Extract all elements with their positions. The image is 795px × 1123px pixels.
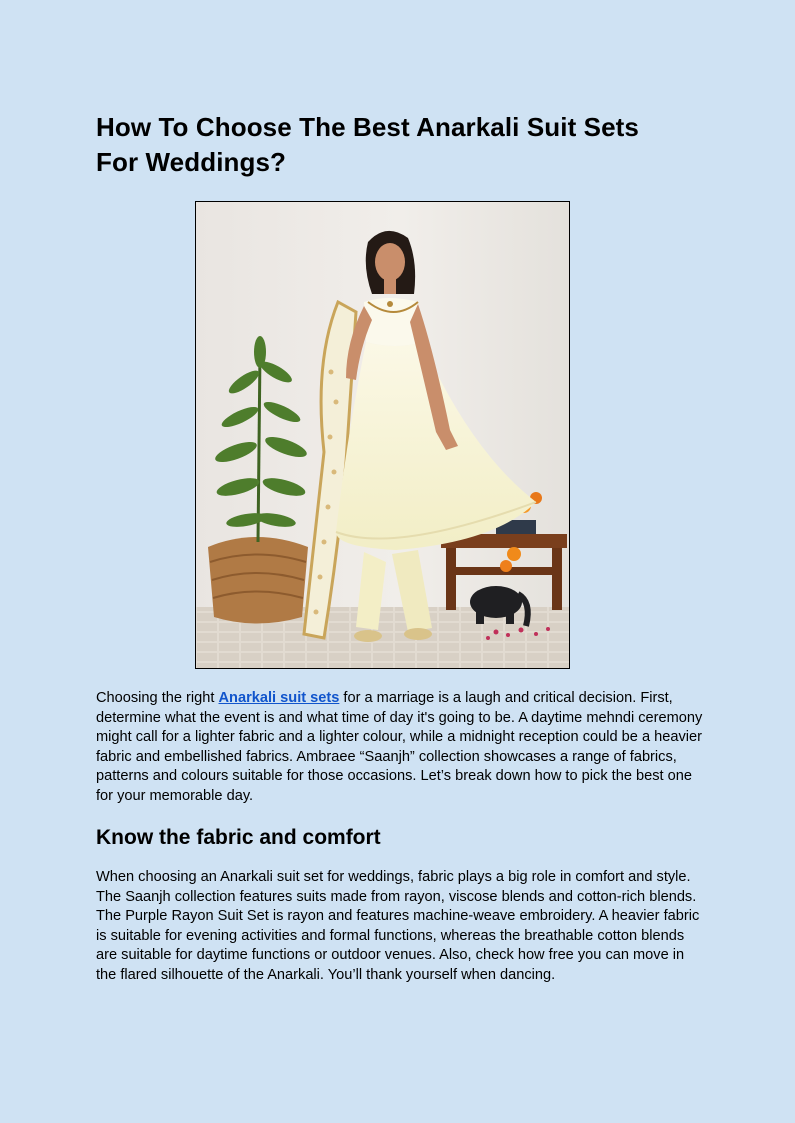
page-title — [96, 110, 700, 180]
anarkali-suit-sets-link[interactable]: Anarkali suit sets — [218, 690, 340, 706]
article-header — [96, 110, 700, 180]
product-photo — [195, 201, 570, 669]
intro-text-after: for a marriage is a laugh and critical decision. First, determine what the event is and what time of day it's going to be. A daytime mehndi ceremony might call for a lighter fabric and a lighter colour, while a midnight reception could be a heavier fabric and embellished fabrics. Ambraee “Saanjh” collection showcases a range of fabrics, patterns and colours suitable for those occasions. Let’s break down how to pick the best one for your memorable day. — [96, 690, 703, 804]
intro-paragraph — [96, 689, 704, 807]
page-title-line-1: How To Choose The Best Anarkali Suit Sets — [96, 112, 639, 142]
anarkali-illustration — [196, 202, 569, 668]
plant-basket — [208, 537, 308, 624]
fabric-paragraph: When choosing an Anarkali suit set for weddings, fabric plays a big role in comfort and style. The Saanjh collection features suits made from rayon, viscose blends and cotton-rich blends. The Purple Rayon Suit Set is rayon and features machine-weave embroidery. A heavier fabric is suitable for evening activities and formal functions, whereas the breathable cotton blends are suitable for daytime functions or outdoor venues. Also, check how free you can move in the flared silhouette of the Anarkali. You’ll thank yourself when dancing. — [96, 869, 700, 983]
section-heading-fabric: Know the fabric and comfort — [96, 826, 381, 849]
page-title-line-2: For Weddings? — [96, 147, 287, 177]
intro-text-before: Choosing the right — [96, 690, 219, 706]
